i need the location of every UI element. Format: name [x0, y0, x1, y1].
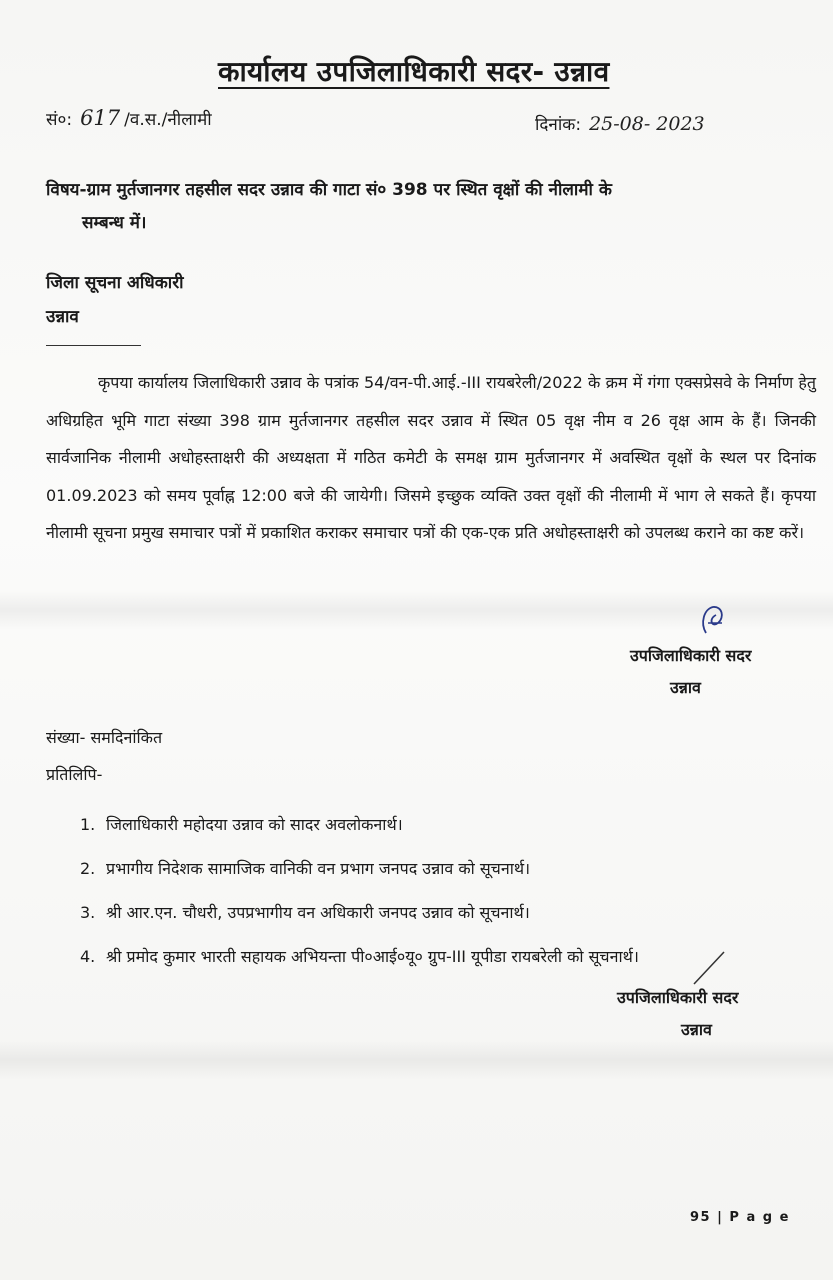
- signatory-title: उपजिलाधिकारी सदर: [617, 988, 739, 1007]
- letter-date: [535, 112, 705, 135]
- list-item: 2. प्रभागीय निदेशक सामाजिक वानिकी वन प्रभाग जनपद उन्नाव को सूचनार्थ।: [80, 859, 531, 878]
- signatory-place: उन्नाव: [681, 1020, 712, 1039]
- addressee-place: उन्नाव: [46, 307, 79, 327]
- signatory-place: उन्नाव: [670, 678, 701, 697]
- divider-line: [46, 345, 141, 346]
- subject-line-2: सम्बन्ध में।: [82, 213, 147, 233]
- list-item: 3. श्री आर.एन. चौधरी, उपप्रभागीय वन अधिकारी जनपद उन्नाव को सूचनार्थ।: [80, 903, 530, 922]
- list-item: 1. जिलाधिकारी महोदया उन्नाव को सादर अवलोकनार्थ।: [80, 815, 403, 834]
- signature-mark: [698, 603, 728, 637]
- body-paragraph: कृपया कार्यालय जिलाधिकारी उन्नाव के पत्रांक 54/वन-पी.आई.-III रायबरेली/2022 के क्रम में गंगा एक्सप्रेसवे के निर्माण हेतु अधिग्रहित भूमि गाटा संख्या 398 ग्राम मुर्तजानगर तहसील सदर उन्नाव में स्थित 05 वृक्ष नीम व 26 वृक्ष आम के हैं। जिनकी सार्वजानिक नीलामी अधोहस्ताक्षरी की अध्यक्षता में गठित कमेटी के समक्ष ग्राम मुर्तजानगर में अवस्थित वृक्षों के स्थल पर दिनांक 01.09.2023 को समय पूर्वाह्न 12:00 बजे की जायेगी। जिसमे इच्छुक व्यक्ति उक्त वृक्षों की नीलामी में भाग ले सकते हैं। कृपया नीलामी सूचना प्रमुख समाचार पत्रों में प्रकाशित कराकर समाचार पत्रों की एक-एक प्रति अधोहस्ताक्षरी को उपलब्ध कराने का कष्ट करें।: [46, 373, 816, 542]
- addressee: [46, 266, 184, 334]
- date-label: दिनांक:: [535, 115, 582, 135]
- subject: [46, 174, 796, 240]
- subject-line-1: विषय-ग्राम मुर्तजानगर तहसील सदर उन्नाव की गाटा सं० 398 पर स्थित वृक्षों की नीलामी के: [46, 180, 612, 200]
- signatory-title: उपजिलाधिकारी सदर: [630, 646, 752, 665]
- ref-number-handwritten: 617: [80, 106, 121, 130]
- reference-number: [46, 106, 212, 130]
- signature-block-2: [617, 982, 738, 1046]
- ref-suffix: /व.स./नीलामी: [124, 110, 212, 130]
- sankhya-line: संख्या- समदिनांकित: [46, 728, 163, 747]
- list-item: 4. श्री प्रमोद कुमार भारती सहायक अभियन्ता पी०आई०यू० ग्रुप-III यूपीडा रायबरेली को सूचनार्थ।: [80, 947, 639, 966]
- scan-shadow: [0, 1040, 833, 1080]
- date-value-handwritten: 25-08- 2023: [589, 113, 705, 135]
- copy-to-heading: प्रतिलिपि-: [46, 765, 103, 784]
- ref-label: सं०:: [46, 110, 73, 130]
- signature-block-1: [630, 640, 751, 704]
- addressee-name: जिला सूचना अधिकारी: [46, 273, 184, 293]
- letter-title: कार्यालय उपजिलाधिकारी सदर- उन्नाव: [218, 55, 610, 88]
- page-number: 95 | P a g e: [690, 1210, 790, 1225]
